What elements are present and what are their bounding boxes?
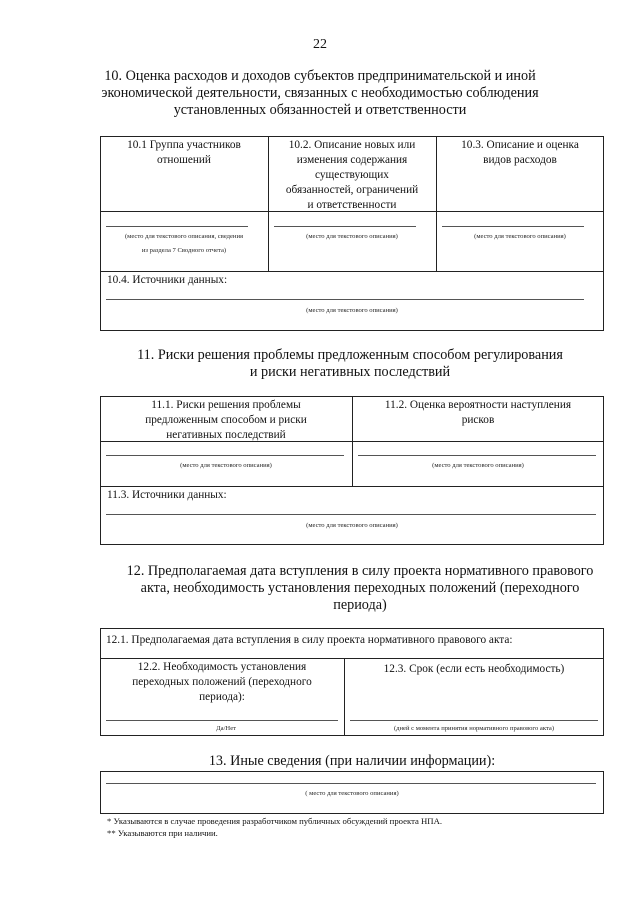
row-divider (100, 486, 604, 487)
row-divider (100, 658, 604, 659)
field-label-12-1: 12.1. Предполагаемая дата вступления в силу проекта нормативного правового акта: (106, 634, 513, 646)
entry-line-13[interactable] (106, 783, 596, 784)
entry-line-11-2[interactable] (358, 455, 596, 456)
sources-label-11-3: 11.3. Источники данных: (107, 489, 227, 501)
section-12-heading (80, 563, 640, 614)
header-line: 10.3. Описание и оценка (461, 139, 579, 151)
heading-line: и риски негативных последствий (249, 364, 451, 380)
entry-line-12-3[interactable] (350, 720, 598, 721)
heading-line: 10. Оценка расходов и доходов субъектов предпринимательской и иной (104, 68, 536, 84)
header-line: обязанностей, ограничений (285, 184, 419, 196)
footnote-1: * Указываются в случае проведения разработчиком публичных обсуждений проекта НПА. (107, 816, 443, 826)
entry-line-12-2[interactable] (106, 720, 338, 721)
entry-line-11-3[interactable] (106, 514, 596, 515)
label-line: периода): (199, 691, 245, 703)
entry-line-10-2[interactable] (274, 226, 416, 227)
field-hint-11-3: (место для текстового описания) (306, 522, 398, 529)
heading-line: 12. Предполагаемая дата вступления в силу проекта нормативного правового (126, 563, 594, 579)
heading-line: 11. Риски решения проблемы предложенным способом регулирования (137, 347, 563, 363)
column-header-10-1 (102, 138, 266, 168)
field-hint-10-3: (место для текстового описания) (474, 233, 566, 240)
field-label-12-3: 12.3. Срок (если есть необходимость) (383, 663, 565, 675)
header-line: 10.2. Описание новых или (288, 139, 416, 151)
entry-line-10-3[interactable] (442, 226, 584, 227)
header-line: видов расходов (483, 154, 557, 166)
section-11-heading (60, 347, 640, 381)
section-10-heading (60, 68, 580, 119)
field-hint-11-2: (место для текстового описания) (432, 462, 524, 469)
header-line: рисков (461, 414, 495, 426)
footnote-2: ** Указываются при наличии. (107, 828, 218, 838)
hint-line: из раздела 7 Сводного отчета) (141, 247, 227, 254)
column-divider (268, 136, 269, 272)
field-hint-13: ( место для текстового описания) (305, 790, 399, 797)
field-hint-10-4: (место для текстового описания) (306, 307, 398, 314)
page-number: 22 (313, 37, 327, 52)
heading-line: экономической деятельности, связанных с необходимостью соблюдения (101, 85, 539, 101)
hint-line: (место для текстового описания, сведения (124, 233, 244, 240)
header-line: существующих (315, 169, 389, 181)
field-hint-12-2 (106, 724, 338, 734)
header-line: и ответственности (307, 199, 397, 211)
label-line: 12.2. Необходимость установления (137, 661, 307, 673)
entry-line-10-1[interactable] (106, 226, 248, 227)
header-line: отношений (157, 154, 211, 166)
column-divider (436, 136, 437, 272)
field-hint-10-1 (102, 232, 266, 256)
sources-label-10-4: 10.4. Источники данных: (107, 274, 228, 286)
column-header-11-2 (354, 398, 602, 428)
hint-text: Да/Нет (216, 725, 236, 732)
header-line: предложенным способом и риски (145, 414, 307, 426)
field-hint-10-2: (место для текстового описания) (306, 233, 398, 240)
header-line: изменения содержания (296, 154, 408, 166)
column-header-10-2 (270, 138, 434, 213)
header-line: негативных последствий (166, 429, 286, 441)
entry-line-11-1[interactable] (106, 455, 344, 456)
field-label-12-2 (102, 660, 342, 705)
field-hint-11-1: (место для текстового описания) (180, 462, 272, 469)
column-divider (344, 658, 345, 736)
heading-line: периода) (333, 597, 387, 613)
label-line: переходных положений (переходного (132, 676, 312, 688)
header-line: 11.1. Риски решения проблемы (151, 399, 301, 411)
row-divider (100, 271, 604, 272)
entry-line-10-4[interactable] (106, 299, 584, 300)
column-header-10-3 (438, 138, 602, 168)
heading-line: акта, необходимость установления переходных положений (переходного (140, 580, 580, 596)
header-line: 10.1 Группа участников (127, 139, 241, 151)
field-hint-12-3: (дней с момента принятия нормативного правового акта) (393, 725, 555, 732)
column-header-11-1 (102, 398, 350, 443)
heading-line: установленных обязанностей и ответственности (173, 102, 467, 118)
header-line: 11.2. Оценка вероятности наступления (384, 399, 572, 411)
section-13-heading: 13. Иные сведения (при наличии информации): (208, 753, 496, 769)
